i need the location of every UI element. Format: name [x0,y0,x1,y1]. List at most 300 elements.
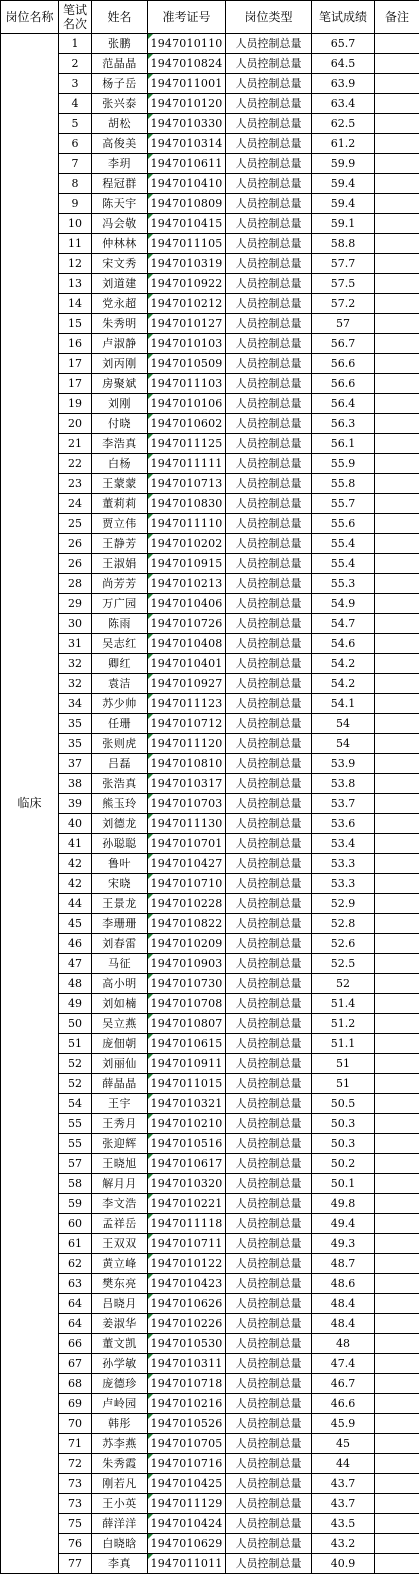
rank-cell: 17 [59,374,92,394]
score-cell: 63.4 [312,94,375,114]
remark-cell [375,714,419,734]
table-row [1,674,419,694]
table-row [1,354,419,374]
exam-id-cell: 1947010711 [148,1234,226,1254]
table-row [1,574,419,594]
rank-cell: 55 [59,1134,92,1154]
exam-id-cell: 1947010730 [148,974,226,994]
name-cell: 陈雨 [92,614,148,634]
remark-cell [375,514,419,534]
rank-cell: 62 [59,1254,92,1274]
name-cell: 房聚斌 [92,374,148,394]
score-cell: 51 [312,1074,375,1094]
rank-cell: 29 [59,594,92,614]
exam-id-cell: 1947010626 [148,1294,226,1314]
exam-id-cell: 1947010705 [148,1434,226,1454]
header-name: 姓名 [92,1,148,34]
rank-cell: 4 [59,94,92,114]
remark-cell [375,474,419,494]
score-cell: 63.9 [312,74,375,94]
post-type-cell: 人员控制总量 [226,834,312,854]
score-cell: 61.2 [312,134,375,154]
remark-cell [375,874,419,894]
post-type-cell: 人员控制总量 [226,1554,312,1574]
post-type-cell: 人员控制总量 [226,1054,312,1074]
score-cell: 52.9 [312,894,375,914]
score-cell: 48.4 [312,1294,375,1314]
exam-id-cell: 1947010530 [148,1334,226,1354]
exam-id-cell: 1947010809 [148,194,226,214]
post-type-cell: 人员控制总量 [226,1454,312,1474]
remark-cell [375,1374,419,1394]
post-type-cell: 人员控制总量 [226,374,312,394]
remark-cell [375,294,419,314]
post-type-cell: 人员控制总量 [226,414,312,434]
score-cell: 56.4 [312,394,375,414]
table-row [1,134,419,154]
post-type-cell: 人员控制总量 [226,114,312,134]
score-cell: 56.6 [312,374,375,394]
remark-cell [375,1114,419,1134]
remark-cell [375,634,419,654]
table-row [1,954,419,974]
table-row [1,1214,419,1234]
score-cell: 48.4 [312,1314,375,1334]
name-cell: 贾立伟 [92,514,148,534]
rank-cell: 3 [59,74,92,94]
rank-cell: 70 [59,1414,92,1434]
exam-id-cell: 1947010216 [148,1394,226,1414]
exam-id-cell: 1947010824 [148,54,226,74]
exam-id-cell: 1947011111 [148,454,226,474]
exam-id-cell: 1947010401 [148,654,226,674]
exam-id-cell: 1947010822 [148,914,226,934]
table-row [1,1074,419,1094]
post-type-cell: 人员控制总量 [226,1074,312,1094]
score-cell: 46.6 [312,1394,375,1414]
post-type-cell: 人员控制总量 [226,294,312,314]
name-cell: 卢岭园 [92,1394,148,1414]
name-cell: 吕晓月 [92,1294,148,1314]
table-row [1,1014,419,1034]
score-cell: 57.7 [312,254,375,274]
score-cell: 56.1 [312,434,375,454]
name-cell: 李浩真 [92,434,148,454]
rank-cell: 37 [59,754,92,774]
exam-id-cell: 1947010103 [148,334,226,354]
rank-cell: 48 [59,974,92,994]
table-row [1,1474,419,1494]
post-type-cell: 人员控制总量 [226,1434,312,1454]
post-type-cell: 人员控制总量 [226,994,312,1014]
exam-id-cell: 1947010526 [148,1414,226,1434]
table-row [1,194,419,214]
table-row [1,334,419,354]
rank-cell: 28 [59,574,92,594]
score-cell: 51.4 [312,994,375,1014]
remark-cell [375,114,419,134]
remark-cell [375,1234,419,1254]
name-cell: 任珊 [92,714,148,734]
remark-cell [375,774,419,794]
score-cell: 55.4 [312,534,375,554]
rank-cell: 68 [59,1374,92,1394]
name-cell: 董文凯 [92,1334,148,1354]
name-cell: 刘丙刚 [92,354,148,374]
name-cell: 孙聪聪 [92,834,148,854]
rank-cell: 13 [59,274,92,294]
table-row [1,314,419,334]
post-type-cell: 人员控制总量 [226,794,312,814]
post-type-cell: 人员控制总量 [226,654,312,674]
name-cell: 张兴泰 [92,94,148,114]
rank-cell: 19 [59,394,92,414]
exam-id-cell: 1947010319 [148,254,226,274]
remark-cell [375,54,419,74]
exam-id-cell: 1947010726 [148,614,226,634]
rank-cell: 50 [59,1014,92,1034]
rank-cell: 23 [59,474,92,494]
score-cell: 49.4 [312,1214,375,1234]
remark-cell [375,1014,419,1034]
exam-id-cell: 1947010106 [148,394,226,414]
name-cell: 张浩真 [92,774,148,794]
remark-cell [375,814,419,834]
exam-id-cell: 1947010226 [148,1314,226,1334]
post-type-cell: 人员控制总量 [226,74,312,94]
rank-cell: 30 [59,614,92,634]
post-type-cell: 人员控制总量 [226,1134,312,1154]
score-cell: 54.9 [312,594,375,614]
exam-id-cell: 1947010701 [148,834,226,854]
score-cell: 50.3 [312,1114,375,1134]
name-cell: 朱秀霞 [92,1454,148,1474]
post-type-cell: 人员控制总量 [226,754,312,774]
score-cell: 55.7 [312,494,375,514]
table-row [1,814,419,834]
header-post-name: 岗位名称 [1,1,59,34]
score-cell: 59.9 [312,154,375,174]
post-type-cell: 人员控制总量 [226,614,312,634]
score-cell: 53.9 [312,754,375,774]
exam-id-cell: 1947010228 [148,894,226,914]
name-cell: 冯会敬 [92,214,148,234]
name-cell: 尚芳芳 [92,574,148,594]
rank-cell: 64 [59,1294,92,1314]
rank-cell: 12 [59,254,92,274]
post-type-cell: 人员控制总量 [226,914,312,934]
table-row [1,154,419,174]
remark-cell [375,1194,419,1214]
table-row [1,654,419,674]
score-cell: 50.5 [312,1094,375,1114]
post-type-cell: 人员控制总量 [226,974,312,994]
table-row [1,854,419,874]
exam-id-cell: 1947011129 [148,1494,226,1514]
name-cell: 庞佃朝 [92,1034,148,1054]
name-cell: 刘德龙 [92,814,148,834]
exam-id-cell: 1947010716 [148,1454,226,1474]
exam-id-cell: 1947011011 [148,1554,226,1574]
post-type-cell: 人员控制总量 [226,534,312,554]
remark-cell [375,654,419,674]
rank-cell: 52 [59,1074,92,1094]
exam-id-cell: 1947011120 [148,734,226,754]
table-row [1,1174,419,1194]
post-type-cell: 人员控制总量 [226,1374,312,1394]
post-type-cell: 人员控制总量 [226,1274,312,1294]
remark-cell [375,1134,419,1154]
post-type-cell: 人员控制总量 [226,1514,312,1534]
score-cell: 47.4 [312,1354,375,1374]
name-cell: 韩彤 [92,1414,148,1434]
table-row [1,1414,419,1434]
exam-id-cell: 1947010713 [148,474,226,494]
exam-id-cell: 1947010314 [148,134,226,154]
rank-cell: 46 [59,934,92,954]
score-cell: 54.2 [312,674,375,694]
name-cell: 程冠群 [92,174,148,194]
name-cell: 吴立燕 [92,1014,148,1034]
rank-cell: 1 [59,34,92,54]
score-cell: 53.7 [312,794,375,814]
name-cell: 刘如楠 [92,994,148,1014]
rank-cell: 14 [59,294,92,314]
remark-cell [375,994,419,1014]
table-row [1,1494,419,1514]
rank-cell: 7 [59,154,92,174]
score-cell: 52.6 [312,934,375,954]
table-row [1,774,419,794]
exam-id-cell: 1947010830 [148,494,226,514]
exam-id-cell: 1947010427 [148,854,226,874]
exam-id-cell: 1947010311 [148,1354,226,1374]
score-cell: 54.7 [312,614,375,634]
post-type-cell: 人员控制总量 [226,314,312,334]
rank-cell: 60 [59,1214,92,1234]
name-cell: 熊玉玲 [92,794,148,814]
name-cell: 薛晶晶 [92,1074,148,1094]
remark-cell [375,1534,419,1554]
exam-id-cell: 1947010911 [148,1054,226,1074]
post-type-cell: 人员控制总量 [226,894,312,914]
post-type-cell: 人员控制总量 [226,734,312,754]
name-cell: 王小英 [92,1494,148,1514]
remark-cell [375,1094,419,1114]
post-type-cell: 人员控制总量 [226,1414,312,1434]
exam-id-cell: 1947010703 [148,794,226,814]
name-cell: 范晶晶 [92,54,148,74]
table-row [1,254,419,274]
remark-cell [375,314,419,334]
remark-cell [375,1514,419,1534]
rank-cell: 67 [59,1354,92,1374]
exam-id-cell: 1947010629 [148,1534,226,1554]
post-type-cell: 人员控制总量 [226,1474,312,1494]
name-cell: 鲁叶 [92,854,148,874]
table-row [1,414,419,434]
post-type-cell: 人员控制总量 [226,854,312,874]
name-cell: 王双双 [92,1234,148,1254]
exam-id-cell: 1947010202 [148,534,226,554]
rank-cell: 44 [59,894,92,914]
remark-cell [375,234,419,254]
exam-id-cell: 1947011015 [148,1074,226,1094]
name-cell: 张鹏 [92,34,148,54]
name-cell: 孟祥岳 [92,1214,148,1234]
table-row [1,734,419,754]
score-cell: 43.5 [312,1514,375,1534]
rank-cell: 21 [59,434,92,454]
exam-id-cell: 1947010915 [148,554,226,574]
remark-cell [375,854,419,874]
post-type-cell: 人员控制总量 [226,1194,312,1214]
rank-cell: 22 [59,454,92,474]
remark-cell [375,74,419,94]
post-type-cell: 人员控制总量 [226,214,312,234]
table-row [1,74,419,94]
rank-cell: 26 [59,534,92,554]
name-cell: 王蒙蒙 [92,474,148,494]
rank-cell: 35 [59,734,92,754]
remark-cell [375,594,419,614]
score-cell: 59.4 [312,174,375,194]
rank-cell: 49 [59,994,92,1014]
score-cell: 49.3 [312,1234,375,1254]
name-cell: 党永超 [92,294,148,314]
remark-cell [375,454,419,474]
exam-id-cell: 1947010213 [148,574,226,594]
post-type-cell: 人员控制总量 [226,1394,312,1414]
table-row [1,94,419,114]
remark-cell [375,1394,419,1414]
score-cell: 54.2 [312,654,375,674]
table-row [1,1154,419,1174]
exam-id-cell: 1947011103 [148,374,226,394]
remark-cell [375,614,419,634]
remark-cell [375,934,419,954]
exam-id-cell: 1947010807 [148,1014,226,1034]
exam-id-cell: 1947010415 [148,214,226,234]
table-row [1,514,419,534]
name-cell: 黄立峰 [92,1254,148,1274]
score-cell: 45 [312,1434,375,1454]
score-cell: 55.3 [312,574,375,594]
name-cell: 高俊美 [92,134,148,154]
score-cell: 53.3 [312,854,375,874]
name-cell: 解月月 [92,1174,148,1194]
rank-cell: 20 [59,414,92,434]
post-type-cell: 人员控制总量 [226,694,312,714]
post-type-cell: 人员控制总量 [226,674,312,694]
post-type-cell: 人员控制总量 [226,954,312,974]
header-remark: 备注 [375,1,419,34]
exam-id-cell: 1947010120 [148,94,226,114]
score-cell: 49.8 [312,1194,375,1214]
name-cell: 宋文秀 [92,254,148,274]
rank-cell: 73 [59,1474,92,1494]
remark-cell [375,1174,419,1194]
remark-cell [375,794,419,814]
post-type-cell: 人员控制总量 [226,254,312,274]
table-row [1,374,419,394]
exam-id-cell: 1947011110 [148,514,226,534]
remark-cell [375,1254,419,1274]
score-cell: 57.5 [312,274,375,294]
post-type-cell: 人员控制总量 [226,1114,312,1134]
score-cell: 53.8 [312,774,375,794]
rank-cell: 76 [59,1534,92,1554]
post-type-cell: 人员控制总量 [226,234,312,254]
rank-cell: 31 [59,634,92,654]
exam-id-cell: 1947010209 [148,934,226,954]
post-type-cell: 人员控制总量 [226,634,312,654]
post-type-cell: 人员控制总量 [226,1534,312,1554]
remark-cell [375,354,419,374]
remark-cell [375,1314,419,1334]
remark-cell [375,554,419,574]
score-cell: 62.5 [312,114,375,134]
score-cell: 53.3 [312,874,375,894]
remark-cell [375,1414,419,1434]
name-cell: 朱秀明 [92,314,148,334]
post-type-cell: 人员控制总量 [226,714,312,734]
score-cell: 51.1 [312,1034,375,1054]
name-cell: 王晓旭 [92,1154,148,1174]
post-type-cell: 人员控制总量 [226,814,312,834]
remark-cell [375,894,419,914]
table-row [1,754,419,774]
score-cell: 57 [312,314,375,334]
remark-cell [375,974,419,994]
post-type-cell: 人员控制总量 [226,1314,312,1334]
table-row [1,994,419,1014]
exam-id-cell: 1947011118 [148,1214,226,1234]
post-type-cell: 人员控制总量 [226,1254,312,1274]
rank-cell: 54 [59,1094,92,1114]
table-row [1,1394,419,1414]
score-cell: 59.1 [312,214,375,234]
remark-cell [375,154,419,174]
name-cell: 王淑娟 [92,554,148,574]
exam-id-cell: 1947010406 [148,594,226,614]
exam-id-cell: 1947010615 [148,1034,226,1054]
score-cell: 51 [312,1054,375,1074]
score-cell: 64.5 [312,54,375,74]
rank-cell: 64 [59,1314,92,1334]
remark-cell [375,754,419,774]
exam-id-cell: 1947010320 [148,1174,226,1194]
name-cell: 王秀月 [92,1114,148,1134]
post-type-cell: 人员控制总量 [226,1234,312,1254]
score-cell: 46.7 [312,1374,375,1394]
name-cell: 刘刚 [92,394,148,414]
table-row [1,474,419,494]
rank-cell: 40 [59,814,92,834]
table-row [1,914,419,934]
name-cell: 董莉莉 [92,494,148,514]
table-row [1,1374,419,1394]
table-row [1,54,419,74]
exam-id-cell: 1947010509 [148,354,226,374]
exam-id-cell: 1947010424 [148,1514,226,1534]
rank-cell: 47 [59,954,92,974]
post-type-cell: 人员控制总量 [226,94,312,114]
name-cell: 白杨 [92,454,148,474]
rank-cell: 16 [59,334,92,354]
post-type-cell: 人员控制总量 [226,34,312,54]
rank-cell: 63 [59,1274,92,1294]
